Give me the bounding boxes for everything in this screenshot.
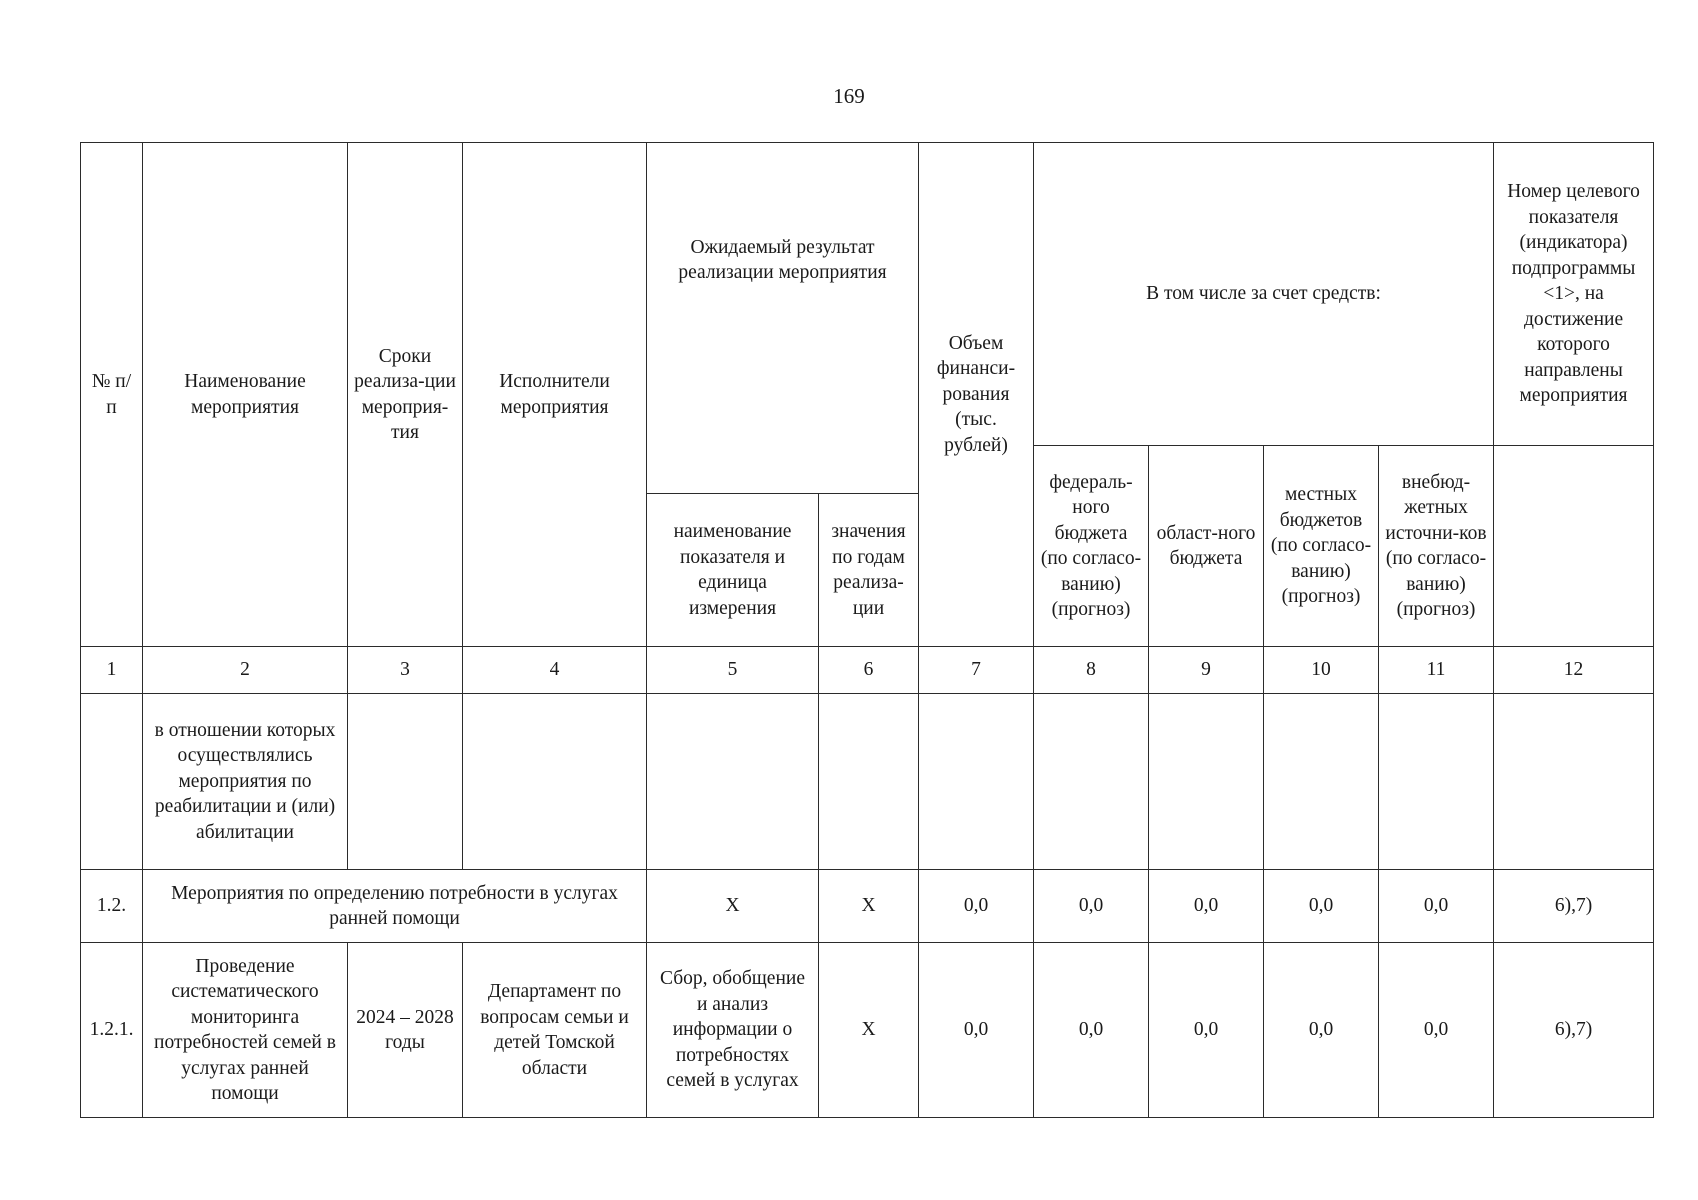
row-col-9: 0,0: [1149, 943, 1264, 1118]
col-number: 3: [348, 647, 463, 694]
row-col-7: 0,0: [919, 943, 1034, 1118]
col-number: 8: [1034, 647, 1149, 694]
table-row: [81, 694, 1654, 870]
col-number: 4: [463, 647, 647, 694]
col-number: 2: [143, 647, 348, 694]
col-number: 11: [1379, 647, 1494, 694]
col-number: 5: [647, 647, 819, 694]
table-row: [81, 943, 1654, 1118]
row-col-8: 0,0: [1034, 870, 1149, 943]
header-incl-funding: В том числе за счет средств:: [1034, 143, 1494, 446]
row-col-5: Сбор, обобщение и анализ информации о потребностях семей в услугах: [647, 943, 819, 1118]
header-col-4: Исполнители мероприятия: [463, 143, 647, 647]
row-name: Проведение систематического мониторинга потребностей семей в услугах ранней помощи: [143, 943, 348, 1118]
row-col-12: 6),7): [1494, 870, 1654, 943]
header-col-6: значения по годам реализа-ции: [819, 494, 919, 647]
header-col-3: Сроки реализа-ции мероприя-тия: [348, 143, 463, 647]
header-col-11: внебюд-жетных источни-ков (по согласо-ванию) (прогноз): [1379, 446, 1494, 647]
row-name: в отношении которых осуществлялись мероприятия по реабилитации и (или) абилитации: [143, 694, 348, 870]
activities-table: [80, 142, 1654, 1118]
header-col-7: Объем финанси-рования (тыс. рублей): [919, 143, 1034, 647]
col-number: 1: [81, 647, 143, 694]
header-col-12-blank: [1494, 446, 1654, 647]
header-col-2: Наименование мероприятия: [143, 143, 348, 647]
header-expected-result: Ожидаемый результат реализации мероприятия: [647, 143, 919, 494]
column-numbers-row: [81, 647, 1654, 694]
row-col-5: Х: [647, 870, 819, 943]
row-col-12: 6),7): [1494, 943, 1654, 1118]
row-col-10: 0,0: [1264, 870, 1379, 943]
page-number: 169: [833, 84, 865, 108]
col-number: 7: [919, 647, 1034, 694]
row-col-4: Департамент по вопросам семьи и детей Томской области: [463, 943, 647, 1118]
row-col-7: 0,0: [919, 870, 1034, 943]
header-col-12: Номер целевого показателя (индикатора) подпрограммы <1>, на достижение которого направлены мероприятия: [1494, 143, 1654, 446]
header-col-10: местных бюджетов (по согласо-ванию) (прогноз): [1264, 446, 1379, 647]
header-col-8: федераль-ного бюджета (по согласо-ванию) (прогноз): [1034, 446, 1149, 647]
col-number: 6: [819, 647, 919, 694]
row-number: 1.2.: [81, 870, 143, 943]
row-col-6: Х: [819, 943, 919, 1118]
row-col-11: 0,0: [1379, 943, 1494, 1118]
col-number: 12: [1494, 647, 1654, 694]
row-col-10: 0,0: [1264, 943, 1379, 1118]
row-col-3: 2024 – 2028 годы: [348, 943, 463, 1118]
row-col-6: Х: [819, 870, 919, 943]
table-row: [81, 870, 1654, 943]
row-col-9: 0,0: [1149, 870, 1264, 943]
row-number: [81, 694, 143, 870]
header-col-1: № п/п: [81, 143, 143, 647]
row-col-8: 0,0: [1034, 943, 1149, 1118]
row-col-11: 0,0: [1379, 870, 1494, 943]
header-col-5: наименование показателя и единица измерения: [647, 494, 819, 647]
row-name: Мероприятия по определению потребности в услугах ранней помощи: [143, 870, 647, 943]
header-col-9: област-ного бюджета: [1149, 446, 1264, 647]
col-number: 10: [1264, 647, 1379, 694]
row-number: 1.2.1.: [81, 943, 143, 1118]
header-row-1: [81, 143, 1654, 446]
col-number: 9: [1149, 647, 1264, 694]
